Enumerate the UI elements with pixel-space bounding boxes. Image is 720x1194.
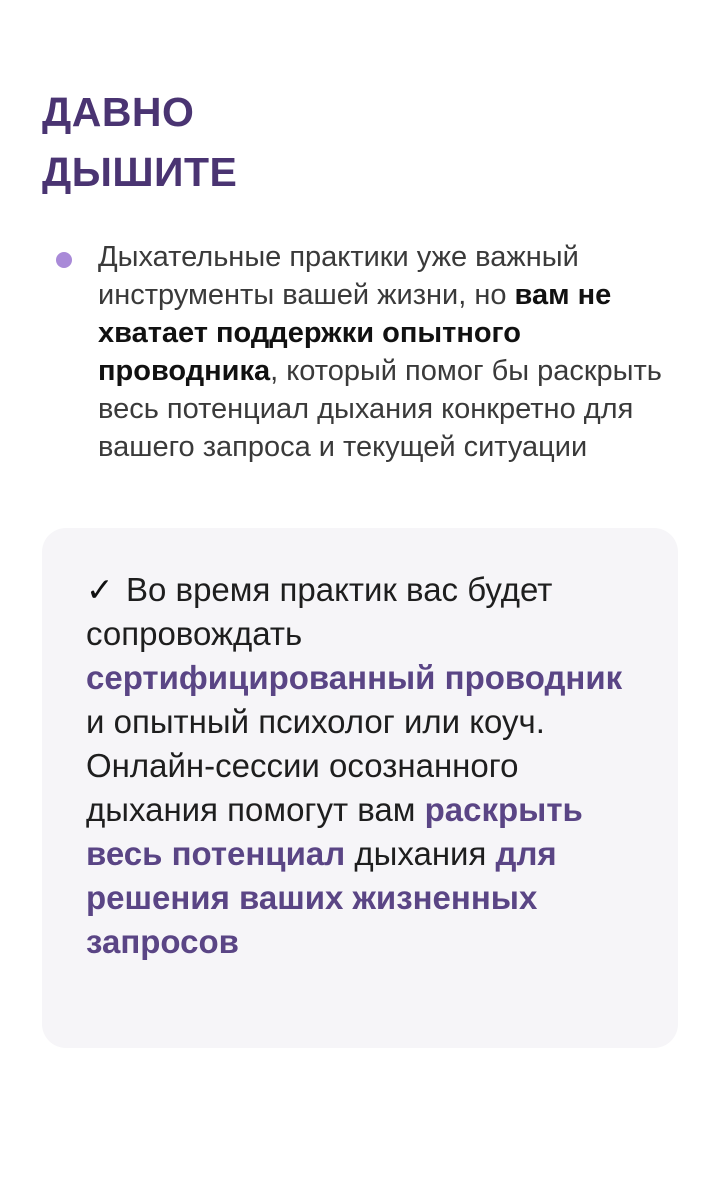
card-accent-3: для решения ваших жизненных запросов xyxy=(86,835,557,960)
checkmark-icon: ✓ xyxy=(86,571,114,608)
card-accent-1: сертифицированный проводник xyxy=(86,659,623,696)
page-title xyxy=(42,82,642,202)
card-text-2: и опытный психолог или коуч. Онлайн-сессии осознанного дыхания помогут вам xyxy=(86,703,545,828)
card-accent-2: раскрыть весь потенциал xyxy=(86,791,583,872)
title-line-1: ДАВНО xyxy=(42,89,195,135)
info-card-text xyxy=(86,568,646,964)
intro-paragraph xyxy=(98,238,683,466)
intro-text-start: Дыхательные практики уже важный инструменты вашей жизни, но xyxy=(98,241,579,311)
intro-text-bold: вам не хватает поддержки опытного проводника xyxy=(98,279,612,387)
intro-text-end: , который помог бы раскрыть весь потенциал дыхания конкретно для вашего запроса и текущей ситуации xyxy=(98,355,662,463)
bullet-dot-icon xyxy=(56,252,72,268)
card-text-3: дыхания xyxy=(345,835,496,872)
card-text-1: Во время практик вас будет сопровождать xyxy=(86,571,553,652)
title-line-2: ДЫШИТЕ xyxy=(42,149,238,195)
